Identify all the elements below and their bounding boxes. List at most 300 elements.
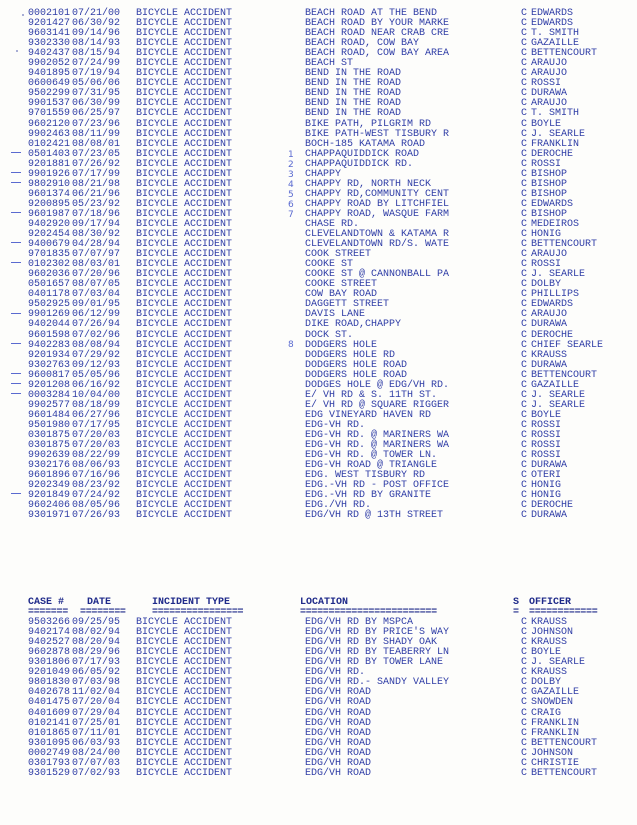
officer-name: FRANKLIN (531, 727, 580, 739)
incident-type: BICYCLE ACCIDENT (136, 697, 233, 709)
status-code: C (521, 329, 528, 341)
case-number: 9201208 (28, 379, 71, 391)
status-code: C (521, 229, 528, 241)
incident-type: BICYCLE ACCIDENT (136, 667, 233, 679)
incident-date: 07/23/96 (72, 118, 121, 130)
officer-name: HONIG (531, 490, 562, 502)
margin-tick-mark (11, 152, 21, 153)
location: BEND IN THE ROAD (305, 88, 402, 100)
officer-name: JOHNSON (531, 627, 574, 639)
margin-tick-mark (11, 212, 21, 213)
status-code: C (521, 198, 528, 210)
case-number: 9402437 (28, 48, 71, 60)
status-code: C (521, 88, 528, 100)
bottom-record-rows (0, 618, 637, 779)
location: COOKE ST @ CANNONBALL PA (305, 269, 450, 281)
location: EDG/VH ROAD (305, 757, 372, 769)
incident-type: BICYCLE ACCIDENT (136, 727, 233, 739)
officer-name: ROSSI (531, 440, 562, 452)
status-code: C (521, 259, 528, 271)
case-number: 9202454 (28, 229, 71, 241)
incident-date: 07/23/05 (72, 148, 121, 160)
officer-name: ARAUJO (531, 58, 568, 70)
status-code: C (521, 208, 528, 220)
incident-date: 10/04/00 (72, 389, 121, 401)
incident-date: 07/03/04 (72, 289, 121, 301)
location: BEND IN THE ROAD (305, 108, 402, 120)
location: EDG/VH ROAD (305, 737, 372, 749)
officer-name: ROSSI (531, 429, 562, 441)
incident-date: 07/20/96 (72, 269, 121, 281)
incident-date: 07/21/00 (72, 8, 121, 19)
handwritten-number: 4 (288, 180, 294, 190)
location: EDG/VH ROAD (305, 747, 372, 759)
status-code: C (521, 637, 528, 649)
officer-name: KRAUSS (531, 637, 568, 649)
incident-date: 09/01/95 (72, 299, 121, 311)
incident-type: BICYCLE ACCIDENT (136, 138, 233, 150)
status-code: C (521, 717, 528, 729)
header-rule-date: ======== (80, 607, 126, 619)
incident-date: 07/20/03 (72, 429, 121, 441)
case-number: 0301875 (28, 440, 71, 452)
officer-name: GAZAILLE (531, 38, 580, 50)
incident-type: BICYCLE ACCIDENT (136, 148, 233, 160)
location: DODGES HOLE @ EDG/VH RD. (305, 379, 450, 391)
status-code: C (521, 218, 528, 230)
officer-name: ROSSI (531, 158, 562, 170)
case-number: 9201849 (28, 490, 71, 502)
status-code: C (521, 399, 528, 411)
incident-date: 07/18/96 (72, 208, 121, 220)
location: DODGERS HOLE ROAD (305, 359, 408, 371)
location: CHAPPY (305, 168, 342, 180)
incident-type: BICYCLE ACCIDENT (136, 269, 233, 281)
incident-type: BICYCLE ACCIDENT (136, 470, 233, 482)
status-code: C (521, 309, 528, 321)
location: CHAPPY RD, NORTH NECK (305, 178, 432, 190)
incident-date: 11/02/04 (72, 687, 121, 699)
incident-type: BICYCLE ACCIDENT (136, 38, 233, 50)
incident-type: BICYCLE ACCIDENT (136, 687, 233, 699)
case-number: 0600649 (28, 78, 71, 90)
status-code: C (521, 58, 528, 70)
incident-date: 07/20/04 (72, 697, 121, 709)
location: CHAPPAQUIDDICK RD. (305, 158, 414, 170)
incident-date: 08/08/01 (72, 138, 121, 150)
case-number: 9801830 (28, 677, 71, 689)
officer-name: BETTENCOURT (531, 239, 598, 251)
header-case: CASE # (28, 597, 65, 608)
location: BOCH-185 KATAMA ROAD (305, 138, 426, 150)
incident-date: 06/03/93 (72, 737, 121, 749)
location: EDG/VH RD BY PRICE'S WAY (305, 627, 450, 639)
officer-name: HONIG (531, 229, 562, 241)
status-code: C (521, 359, 528, 371)
status-code: C (521, 737, 528, 749)
case-number: 9902052 (28, 58, 71, 70)
officer-name: BETTENCOURT (531, 737, 598, 749)
header-date: DATE (87, 597, 112, 608)
status-code: C (521, 450, 528, 462)
incident-date: 08/07/05 (72, 279, 121, 291)
status-code: C (521, 18, 528, 30)
status-code: C (521, 747, 528, 759)
status-code: C (521, 510, 528, 522)
status-code: C (521, 289, 528, 301)
incident-date: 07/03/98 (72, 677, 121, 689)
case-number: 9601896 (28, 470, 71, 482)
margin-tick-mark (11, 182, 21, 183)
location: EDG-VH ROAD @ TRIANGLE (305, 460, 438, 472)
officer-name: DURAWA (531, 359, 568, 371)
incident-date: 08/18/99 (72, 399, 121, 411)
case-number: 0002749 (28, 747, 71, 759)
status-code: C (521, 319, 528, 331)
location: BEND IN THE ROAD (305, 98, 402, 110)
location: BEND IN THE ROAD (305, 78, 402, 90)
status-code: C (521, 657, 528, 669)
header-s: S (513, 597, 520, 608)
location: EDG/VH RD @ 13TH STREET (305, 510, 444, 522)
status-code: C (521, 28, 528, 40)
case-number: 9601374 (28, 188, 71, 200)
officer-name: DURAWA (531, 319, 568, 331)
officer-name: PHILLIPS (531, 289, 580, 301)
incident-date: 07/17/99 (72, 168, 121, 180)
officer-name: EDWARDS (531, 299, 574, 311)
incident-type: BICYCLE ACCIDENT (136, 68, 233, 80)
margin-tick-mark (11, 242, 21, 243)
location: EDG/VH ROAD (305, 717, 372, 729)
incident-date: 07/29/04 (72, 707, 121, 719)
location: EDG/VH ROAD (305, 727, 372, 739)
case-number: 0102302 (28, 259, 71, 271)
handwritten-number: 5 (288, 190, 294, 200)
incident-date: 08/02/94 (72, 627, 121, 639)
officer-name: J. SEARLE (531, 399, 586, 411)
case-number: 9601987 (28, 208, 71, 220)
officer-name: ROSSI (531, 78, 562, 90)
officer-name: EDWARDS (531, 198, 574, 210)
status-code: C (521, 440, 528, 452)
officer-name: BISHOP (531, 208, 568, 220)
location: CHAPPY RD,COMMUNITY CENT (305, 188, 450, 200)
incident-date: 07/31/95 (72, 88, 121, 100)
officer-name: BETTENCOURT (531, 767, 598, 779)
incident-type: BICYCLE ACCIDENT (136, 440, 233, 452)
incident-type: BICYCLE ACCIDENT (136, 329, 233, 341)
officer-name: J. SEARLE (531, 389, 586, 401)
status-code: C (521, 480, 528, 492)
status-code: C (521, 118, 528, 130)
location: BEACH ROAD AT THE BEND (305, 8, 438, 19)
incident-type: BICYCLE ACCIDENT (136, 707, 233, 719)
location: EDG/VH RD BY SHADY OAK (305, 637, 438, 649)
handwritten-number: 7 (288, 210, 294, 220)
incident-type: BICYCLE ACCIDENT (136, 118, 233, 130)
incident-date: 05/05/96 (72, 369, 121, 381)
case-number: 9902463 (28, 128, 71, 140)
status-code: C (521, 279, 528, 291)
record-row (0, 698, 637, 708)
case-number: 9301806 (28, 657, 71, 669)
header-location: LOCATION (300, 597, 349, 608)
case-number: 9602406 (28, 500, 71, 512)
case-number: 9502299 (28, 88, 71, 100)
incident-date: 09/25/95 (72, 617, 121, 629)
officer-name: DEROCHE (531, 329, 574, 341)
status-code: C (521, 48, 528, 60)
case-number: 9600817 (28, 369, 71, 381)
status-code: C (521, 148, 528, 160)
incident-date: 07/26/94 (72, 319, 121, 331)
officer-name: BOYLE (531, 409, 562, 421)
officer-name: J. SEARLE (531, 128, 586, 140)
scan-speck (22, 14, 24, 16)
incident-type: BICYCLE ACCIDENT (136, 78, 233, 90)
location: EDG/VH RD.- SANDY VALLEY (305, 677, 450, 689)
officer-name: KRAUSS (531, 667, 568, 679)
officer-name: ARAUJO (531, 98, 568, 110)
incident-date: 07/25/01 (72, 717, 121, 729)
incident-type: BICYCLE ACCIDENT (136, 58, 233, 70)
incident-date: 07/02/96 (72, 329, 121, 341)
incident-type: BICYCLE ACCIDENT (136, 88, 233, 100)
incident-type: BICYCLE ACCIDENT (136, 249, 233, 261)
incident-type: BICYCLE ACCIDENT (136, 409, 233, 421)
officer-name: EDWARDS (531, 8, 574, 19)
status-code: C (521, 429, 528, 441)
case-number: 0301793 (28, 757, 71, 769)
location: DIKE ROAD,CHAPPY (305, 319, 402, 331)
case-number: 9201934 (28, 349, 71, 361)
incident-date: 08/30/92 (72, 229, 121, 241)
officer-name: GAZAILLE (531, 687, 580, 699)
case-number: 0002101 (28, 8, 71, 19)
status-code: C (521, 727, 528, 739)
status-code: C (521, 349, 528, 361)
case-number: 9602878 (28, 647, 71, 659)
case-number: 9200895 (28, 198, 71, 210)
location: EDG. WEST TISBURY RD (305, 470, 426, 482)
incident-type: BICYCLE ACCIDENT (136, 349, 233, 361)
incident-date: 08/21/98 (72, 178, 121, 190)
case-number: 0003284 (28, 389, 71, 401)
officer-name: BISHOP (531, 188, 568, 200)
officer-name: ARAUJO (531, 249, 568, 261)
location: E/ VH RD @ SQUARE RIGGER (305, 399, 450, 411)
incident-type: BICYCLE ACCIDENT (136, 450, 233, 462)
case-number: 9302763 (28, 359, 71, 371)
incident-date: 04/28/94 (72, 239, 121, 251)
margin-tick-mark (11, 393, 21, 394)
officer-name: FRANKLIN (531, 717, 580, 729)
incident-date: 07/24/99 (72, 58, 121, 70)
case-number: 9401895 (28, 68, 71, 80)
incident-date: 07/17/93 (72, 657, 121, 669)
incident-type: BICYCLE ACCIDENT (136, 8, 233, 19)
location: BEACH ST (305, 58, 354, 70)
status-code: C (521, 369, 528, 381)
officer-name: ARAUJO (531, 68, 568, 80)
incident-type: BICYCLE ACCIDENT (136, 339, 233, 351)
location: CHAPPY ROAD, WASQUE FARM (305, 208, 450, 220)
officer-name: BETTENCOURT (531, 48, 598, 60)
incident-date: 08/08/94 (72, 339, 121, 351)
incident-type: BICYCLE ACCIDENT (136, 309, 233, 321)
status-code: C (521, 767, 528, 779)
incident-date: 09/12/93 (72, 359, 121, 371)
location: EDG/VH RD BY TEABERRY LN (305, 647, 450, 659)
case-number: 0401178 (28, 289, 71, 301)
incident-type: BICYCLE ACCIDENT (136, 188, 233, 200)
margin-tick-mark (11, 172, 21, 173)
incident-type: BICYCLE ACCIDENT (136, 168, 233, 180)
officer-name: KRAUSS (531, 617, 568, 629)
incident-type: BICYCLE ACCIDENT (136, 490, 233, 502)
incident-type: BICYCLE ACCIDENT (136, 500, 233, 512)
officer-name: KRAUSS (531, 349, 568, 361)
status-code: C (521, 138, 528, 150)
location: BIKE PATH-WEST TISBURY R (305, 128, 450, 140)
incident-type: BICYCLE ACCIDENT (136, 617, 233, 629)
incident-date: 05/06/06 (72, 78, 121, 90)
incident-date: 08/20/94 (72, 637, 121, 649)
incident-type: BICYCLE ACCIDENT (136, 178, 233, 190)
status-code: C (521, 707, 528, 719)
case-number: 9301095 (28, 737, 71, 749)
incident-type: BICYCLE ACCIDENT (136, 429, 233, 441)
location: DODGERS HOLE ROAD (305, 369, 408, 381)
case-number: 9901537 (28, 98, 71, 110)
case-number: 0102421 (28, 138, 71, 150)
incident-type: BICYCLE ACCIDENT (136, 379, 233, 391)
case-number: 9503266 (28, 617, 71, 629)
case-number: 9201427 (28, 18, 71, 30)
officer-name: T. SMITH (531, 108, 580, 120)
incident-date: 08/15/94 (72, 48, 121, 60)
incident-type: BICYCLE ACCIDENT (136, 18, 233, 30)
case-number: 9902639 (28, 450, 71, 462)
margin-tick-mark (11, 343, 21, 344)
officer-name: BOYLE (531, 118, 562, 130)
officer-name: DEROCHE (531, 148, 574, 160)
location: CLEVELANDTOWN RD/S. WATE (305, 239, 450, 251)
scan-speck (16, 50, 18, 52)
case-number: 0401475 (28, 697, 71, 709)
status-code: C (521, 299, 528, 311)
incident-date: 07/20/03 (72, 440, 121, 452)
officer-name: GAZAILLE (531, 379, 580, 391)
incident-type: BICYCLE ACCIDENT (136, 657, 233, 669)
header-officer: OFFICER (529, 597, 572, 608)
officer-name: CRAIG (531, 707, 562, 719)
officer-name: T. SMITH (531, 28, 580, 40)
incident-type: BICYCLE ACCIDENT (136, 737, 233, 749)
location: COW BAY ROAD (305, 289, 378, 301)
officer-name: EDWARDS (531, 18, 574, 30)
incident-type: BICYCLE ACCIDENT (136, 627, 233, 639)
location: EDG/VH ROAD (305, 767, 372, 779)
officer-name: ROSSI (531, 259, 562, 271)
case-number: 9402174 (28, 627, 71, 639)
location: COOKE STREET (305, 279, 378, 291)
case-number: 0402678 (28, 687, 71, 699)
case-number: 9601484 (28, 409, 71, 421)
incident-type: BICYCLE ACCIDENT (136, 299, 233, 311)
case-number: 9602120 (28, 118, 71, 130)
header-rule-officer: ============ (529, 607, 598, 619)
incident-date: 07/29/92 (72, 349, 121, 361)
officer-name: BISHOP (531, 168, 568, 180)
status-code: C (521, 697, 528, 709)
incident-date: 05/23/92 (72, 198, 121, 210)
location: CHAPPAQUIDDICK ROAD (305, 148, 420, 160)
incident-type: BICYCLE ACCIDENT (136, 419, 233, 431)
incident-type: BICYCLE ACCIDENT (136, 717, 233, 729)
incident-date: 07/16/96 (72, 470, 121, 482)
case-number: 9301971 (28, 510, 71, 522)
record-row (0, 320, 637, 330)
officer-name: DURAWA (531, 460, 568, 472)
location: EDG-VH RD. @ TOWER LN. (305, 450, 438, 462)
header-rule-case: ======= (28, 607, 68, 619)
location: COOK STREET (305, 249, 372, 261)
case-number: 9701559 (28, 108, 71, 120)
incident-date: 06/27/96 (72, 409, 121, 421)
incident-type: BICYCLE ACCIDENT (136, 98, 233, 110)
incident-date: 06/30/99 (72, 98, 121, 110)
incident-type: BICYCLE ACCIDENT (136, 399, 233, 411)
location: EDG./VH RD. (305, 500, 372, 512)
status-code: C (521, 470, 528, 482)
top-record-table (0, 9, 637, 521)
incident-type: BICYCLE ACCIDENT (136, 259, 233, 271)
incident-type: BICYCLE ACCIDENT (136, 369, 233, 381)
case-number: 9603141 (28, 28, 71, 40)
status-code: C (521, 389, 528, 401)
case-number: 9902577 (28, 399, 71, 411)
bottom-record-table (0, 598, 637, 779)
case-number: 9201881 (28, 158, 71, 170)
case-number: 9901926 (28, 168, 71, 180)
location: EDG-VH RD. (305, 419, 366, 431)
status-code: C (521, 108, 528, 120)
case-number: 9602036 (28, 269, 71, 281)
case-number: 0501403 (28, 148, 71, 160)
handwritten-number: 2 (288, 160, 294, 170)
officer-name: SNOWDEN (531, 697, 574, 709)
incident-date: 07/11/01 (72, 727, 121, 739)
incident-date: 06/21/96 (72, 188, 121, 200)
location: CHAPPY ROAD BY LITCHFIEL (305, 198, 450, 210)
header-rule-s: = (513, 607, 519, 619)
location: BEACH ROAD, COW BAY (305, 38, 420, 50)
case-number: 9302176 (28, 460, 71, 472)
status-code: C (521, 8, 528, 19)
location: COOKE ST (305, 259, 354, 271)
incident-date: 07/24/92 (72, 490, 121, 502)
header-type: INCIDENT TYPE (152, 597, 231, 608)
officer-name: JOHNSON (531, 747, 574, 759)
status-code: C (521, 627, 528, 639)
location: BEACH ROAD BY YOUR MARKE (305, 18, 450, 30)
case-number: 0102141 (28, 717, 71, 729)
officer-name: BISHOP (531, 178, 568, 190)
location: EDG-VH RD. @ MARINERS WA (305, 440, 450, 452)
location: EDG/VH ROAD (305, 687, 372, 699)
